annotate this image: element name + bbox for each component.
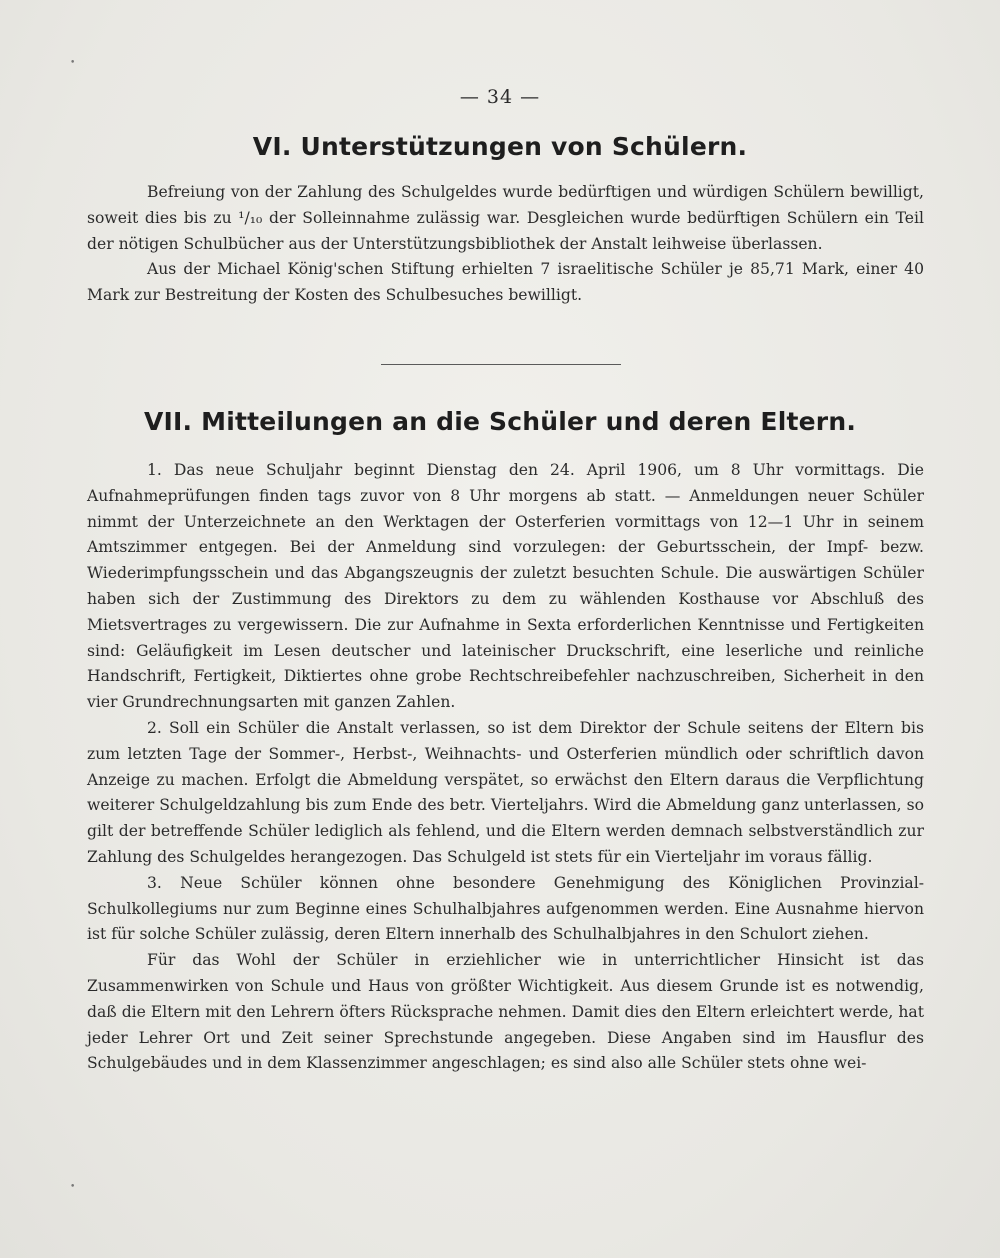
section-6-heading: VI. Unterstützungen von Schülern. (252, 132, 748, 161)
section-6-paragraph: Aus der Michael König'schen Stiftung erhielten 7 israelitische Schüler je 85,71 Mark, einer 40 Mark zur Bestreitung der Kosten des Schulbesuches bewilligt. (87, 260, 924, 305)
paper-speck: • (70, 58, 76, 68)
section-6-paragraph: Befreiung von der Zahlung des Schulgeldes wurde bedürftigen und würdigen Schülern bewilligt, soweit dies bis zu ¹/₁₀ der Solleinnahme zulässig war. Desgleichen wurde bedürftigen Schülern ein Teil der nötigen Schulbücher aus der Unterstützungsbibliothek der Anstalt leihweise überlassen. (87, 183, 924, 253)
section-7-paragraph-4: Für das Wohl der Schüler in erziehlicher wie in unterrichtlicher Hinsicht ist das Zusammenwirken von Schule und Haus von größter Wichtigkeit. Aus diesem Grunde ist es notwendig, daß die Eltern mit den Lehrern öfters Rücksprache nehmen. Damit dies den Eltern erleichtert werde, hat jeder Lehrer Ort und Zeit seiner Sprechstunde angegeben. Diese Angaben sind im Hausflur des Schulgebäudes und in dem Klassenzimmer angeschlagen; es sind also alle Schüler stets ohne wei- (87, 951, 924, 1073)
section-7-paragraph-1: 1. Das neue Schuljahr beginnt Dienstag den 24. April 1906, um 8 Uhr vormittags. Die Aufnahmeprüfungen finden tags zuvor von 8 Uhr morgens ab statt. — Anmeldungen neuer Schüler nimmt der Unterzeichnete an den Werktagen der Osterferien vormittags von 12—1 Uhr in seinem Amtszimmer entgegen. Bei der Anmeldung sind vorzulegen: der Geburtsschein, der Impf- bezw. Wiederimpfungsschein und das Abgangszeugnis der zuletzt besuchten Schule. Die auswärtigen Schüler haben sich der Zustimmung des Direktors zu dem zu wählenden Kosthause vor Abschluß des Mietsvertrages zu vergewissern. Die zur Aufnahme in Sexta erforderlichen Kenntnisse und Fertigkeiten sind: Geläufigkeit im Lesen deutscher und lateinischer Druckschrift, eine leserliche und reinliche Handschrift, Fertigkeit, Diktiertes ohne grobe Rechtschreibefehler nachzuschreiben, Sicherheit in den vier Grundrechnungsarten mit ganzen Zahlen. (87, 461, 924, 712)
page-number: — 34 — (459, 86, 541, 108)
paper-speck: • (70, 1182, 76, 1192)
section-7-body (87, 458, 924, 1077)
section-7-paragraph-3: 3. Neue Schüler können ohne besondere Genehmigung des Königlichen Provinzial-Schulkollegiums nur zum Beginne eines Schulhalbjahres aufgenommen werden. Eine Ausnahme hiervon ist für solche Schüler zulässig, deren Eltern innerhalb des Schulhalbjahres in den Schulort ziehen. (87, 873, 924, 944)
section-7-heading: VII. Mitteilungen an die Schüler und deren Eltern. (143, 407, 857, 436)
section-divider (381, 364, 621, 365)
section-7-paragraph-2: 2. Soll ein Schüler die Anstalt verlassen, so ist dem Direktor der Schule seitens der Eltern bis zum letzten Tage der Sommer-, Herbst-, Weihnachts- und Osterferien mündlich oder schriftlich davon Anzeige zu machen. Erfolgt die Abmeldung verspätet, so erwächst den Eltern daraus die Verpflichtung weiterer Schulgeldzahlung bis zum Ende des betr. Vierteljahrs. Wird die Abmeldung ganz unterlassen, so gilt der betreffende Schüler lediglich als fehlend, und die Eltern werden demnach selbstverständlich zur Zahlung des Schulgeldes herangezogen. Das Schulgeld ist stets für ein Vierteljahr im voraus fällig. (87, 718, 924, 866)
section-6-body (87, 180, 924, 309)
